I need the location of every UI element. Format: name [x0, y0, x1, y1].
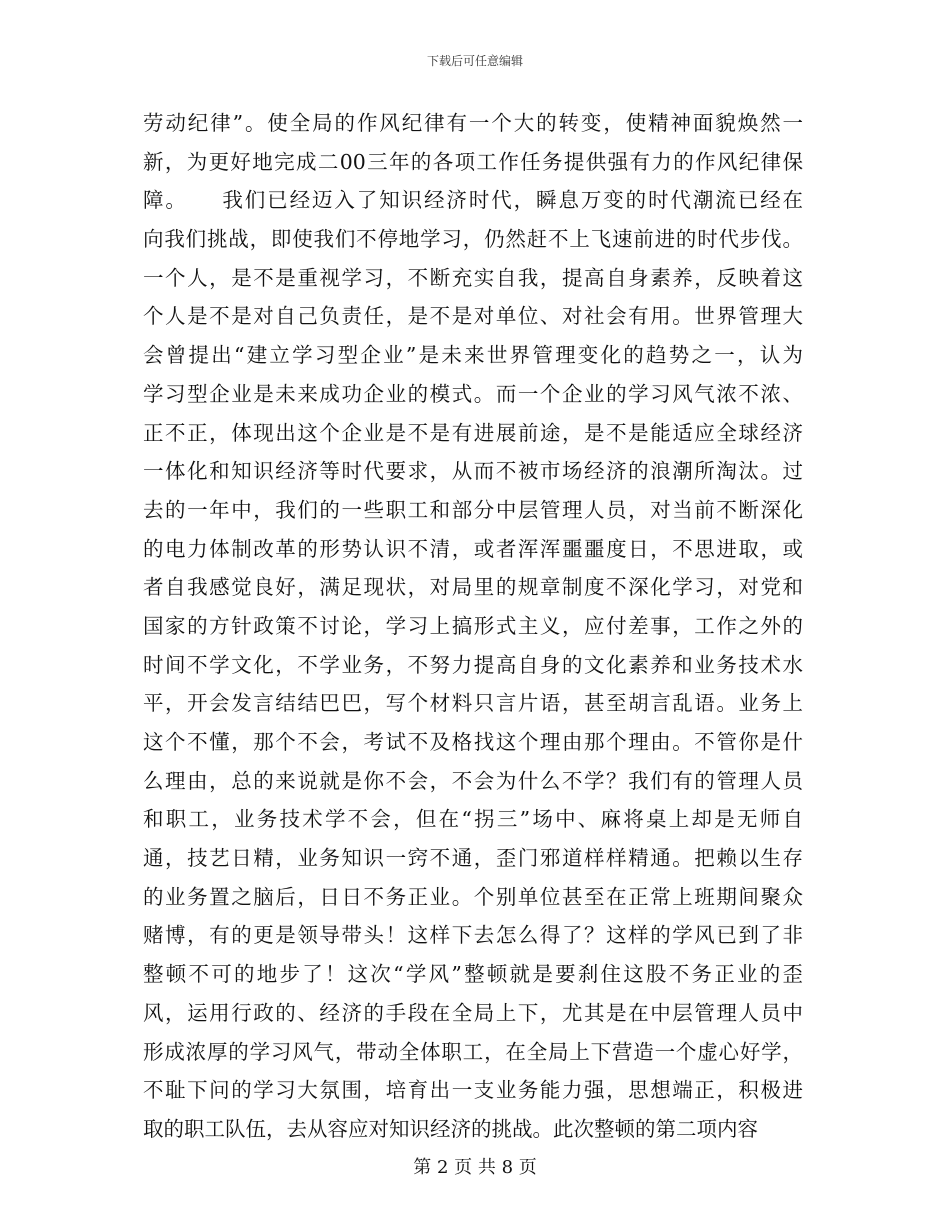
page-header: 下载后可任意编辑 [426, 54, 523, 68]
text-line: 风，运用行政的、经济的手段在全局上下，尤其是在中层管理人员中 [143, 1000, 803, 1025]
text-line: 么理由，总的来说就是你不会，不会为什么不学？我们有的管理人员 [143, 768, 803, 793]
text-line: 的电力体制改革的形势认识不清，或者浑浑噩噩度日，不思进取，或 [143, 536, 803, 561]
text-line: 者自我感觉良好，满足现状，对局里的规章制度不深化学习，对党和 [143, 575, 803, 600]
text-line: 这个不懂，那个不会，考试不及格找这个理由那个理由。不管你是什 [143, 730, 803, 754]
text-line: 取的职工队伍，去从容应对知识经济的挑战。此次整顿的第二项内容 [143, 1116, 758, 1141]
document-body [143, 104, 803, 1149]
text-line: 整顿不可的地步了！这次“学风”整顿就是要刹住这股不务正业的歪 [143, 962, 803, 987]
text-line: 赌博，有的更是领导带头！这样下去怎么得了？这样的学风已到了非 [143, 923, 803, 948]
text-line: 国家的方针政策不讨论，学习上搞形式主义，应付差事，工作之外的 [143, 613, 803, 638]
text-line: 形成浓厚的学习风气，带动全体职工，在全局上下营造一个虚心好学， [143, 1039, 803, 1064]
text-line: 一体化和知识经济等时代要求，从而不被市场经济的浪潮所淘汰。过 [143, 459, 803, 484]
text-line: 劳动纪律”。使全局的作风纪律有一个大的转变，使精神面貌焕然一 [143, 111, 803, 135]
text-line: 去的一年中，我们的一些职工和部分中层管理人员，对当前不断深化 [143, 497, 803, 522]
text-line: 会曾提出“建立学习型企业”是未来世界管理变化的趋势之一，认为 [143, 343, 803, 368]
text-line: 平，开会发言结结巴巴，写个材料只言片语，甚至胡言乱语。业务上 [143, 691, 803, 716]
text-line: 障。 我们已经迈入了知识经济时代，瞬息万变的时代潮流已经在 [143, 188, 803, 213]
text-line: 通，技艺日精，业务知识一窍不通，歪门邪道样样精通。把赖以生存 [143, 846, 803, 871]
text-line: 向我们挑战，即使我们不停地学习，仍然赶不上飞速前进的时代步伐。 [143, 227, 803, 252]
text-line: 正不正，体现出这个企业是不是有进展前途，是不是能适应全球经济 [143, 420, 803, 445]
text-line: 一个人，是不是重视学习，不断充实自我，提高自身素养，反映着这 [143, 265, 803, 290]
text-line: 学习型企业是未来成功企业的模式。而一个企业的学习风气浓不浓、 [143, 381, 803, 406]
page-number-footer: 第 2 页 共 8 页 [413, 1157, 537, 1178]
text-line: 不耻下问的学习大氛围，培育出一支业务能力强，思想端正，积极进 [143, 1078, 803, 1103]
text-line: 和职工，业务技术学不会，但在“拐三”场中、麻将桌上却是无师自 [143, 807, 803, 832]
text-line: 新，为更好地完成二00三年的各项工作任务提供强有力的作风纪律保 [143, 149, 803, 174]
text-line: 时间不学文化，不学业务，不努力提高自身的文化素养和业务技术水 [143, 652, 803, 677]
text-line: 的业务置之脑后，日日不务正业。个别单位甚至在正常上班期间聚众 [143, 884, 803, 909]
text-line: 个人是不是对自己负责任，是不是对单位、对社会有用。世界管理大 [143, 304, 803, 329]
